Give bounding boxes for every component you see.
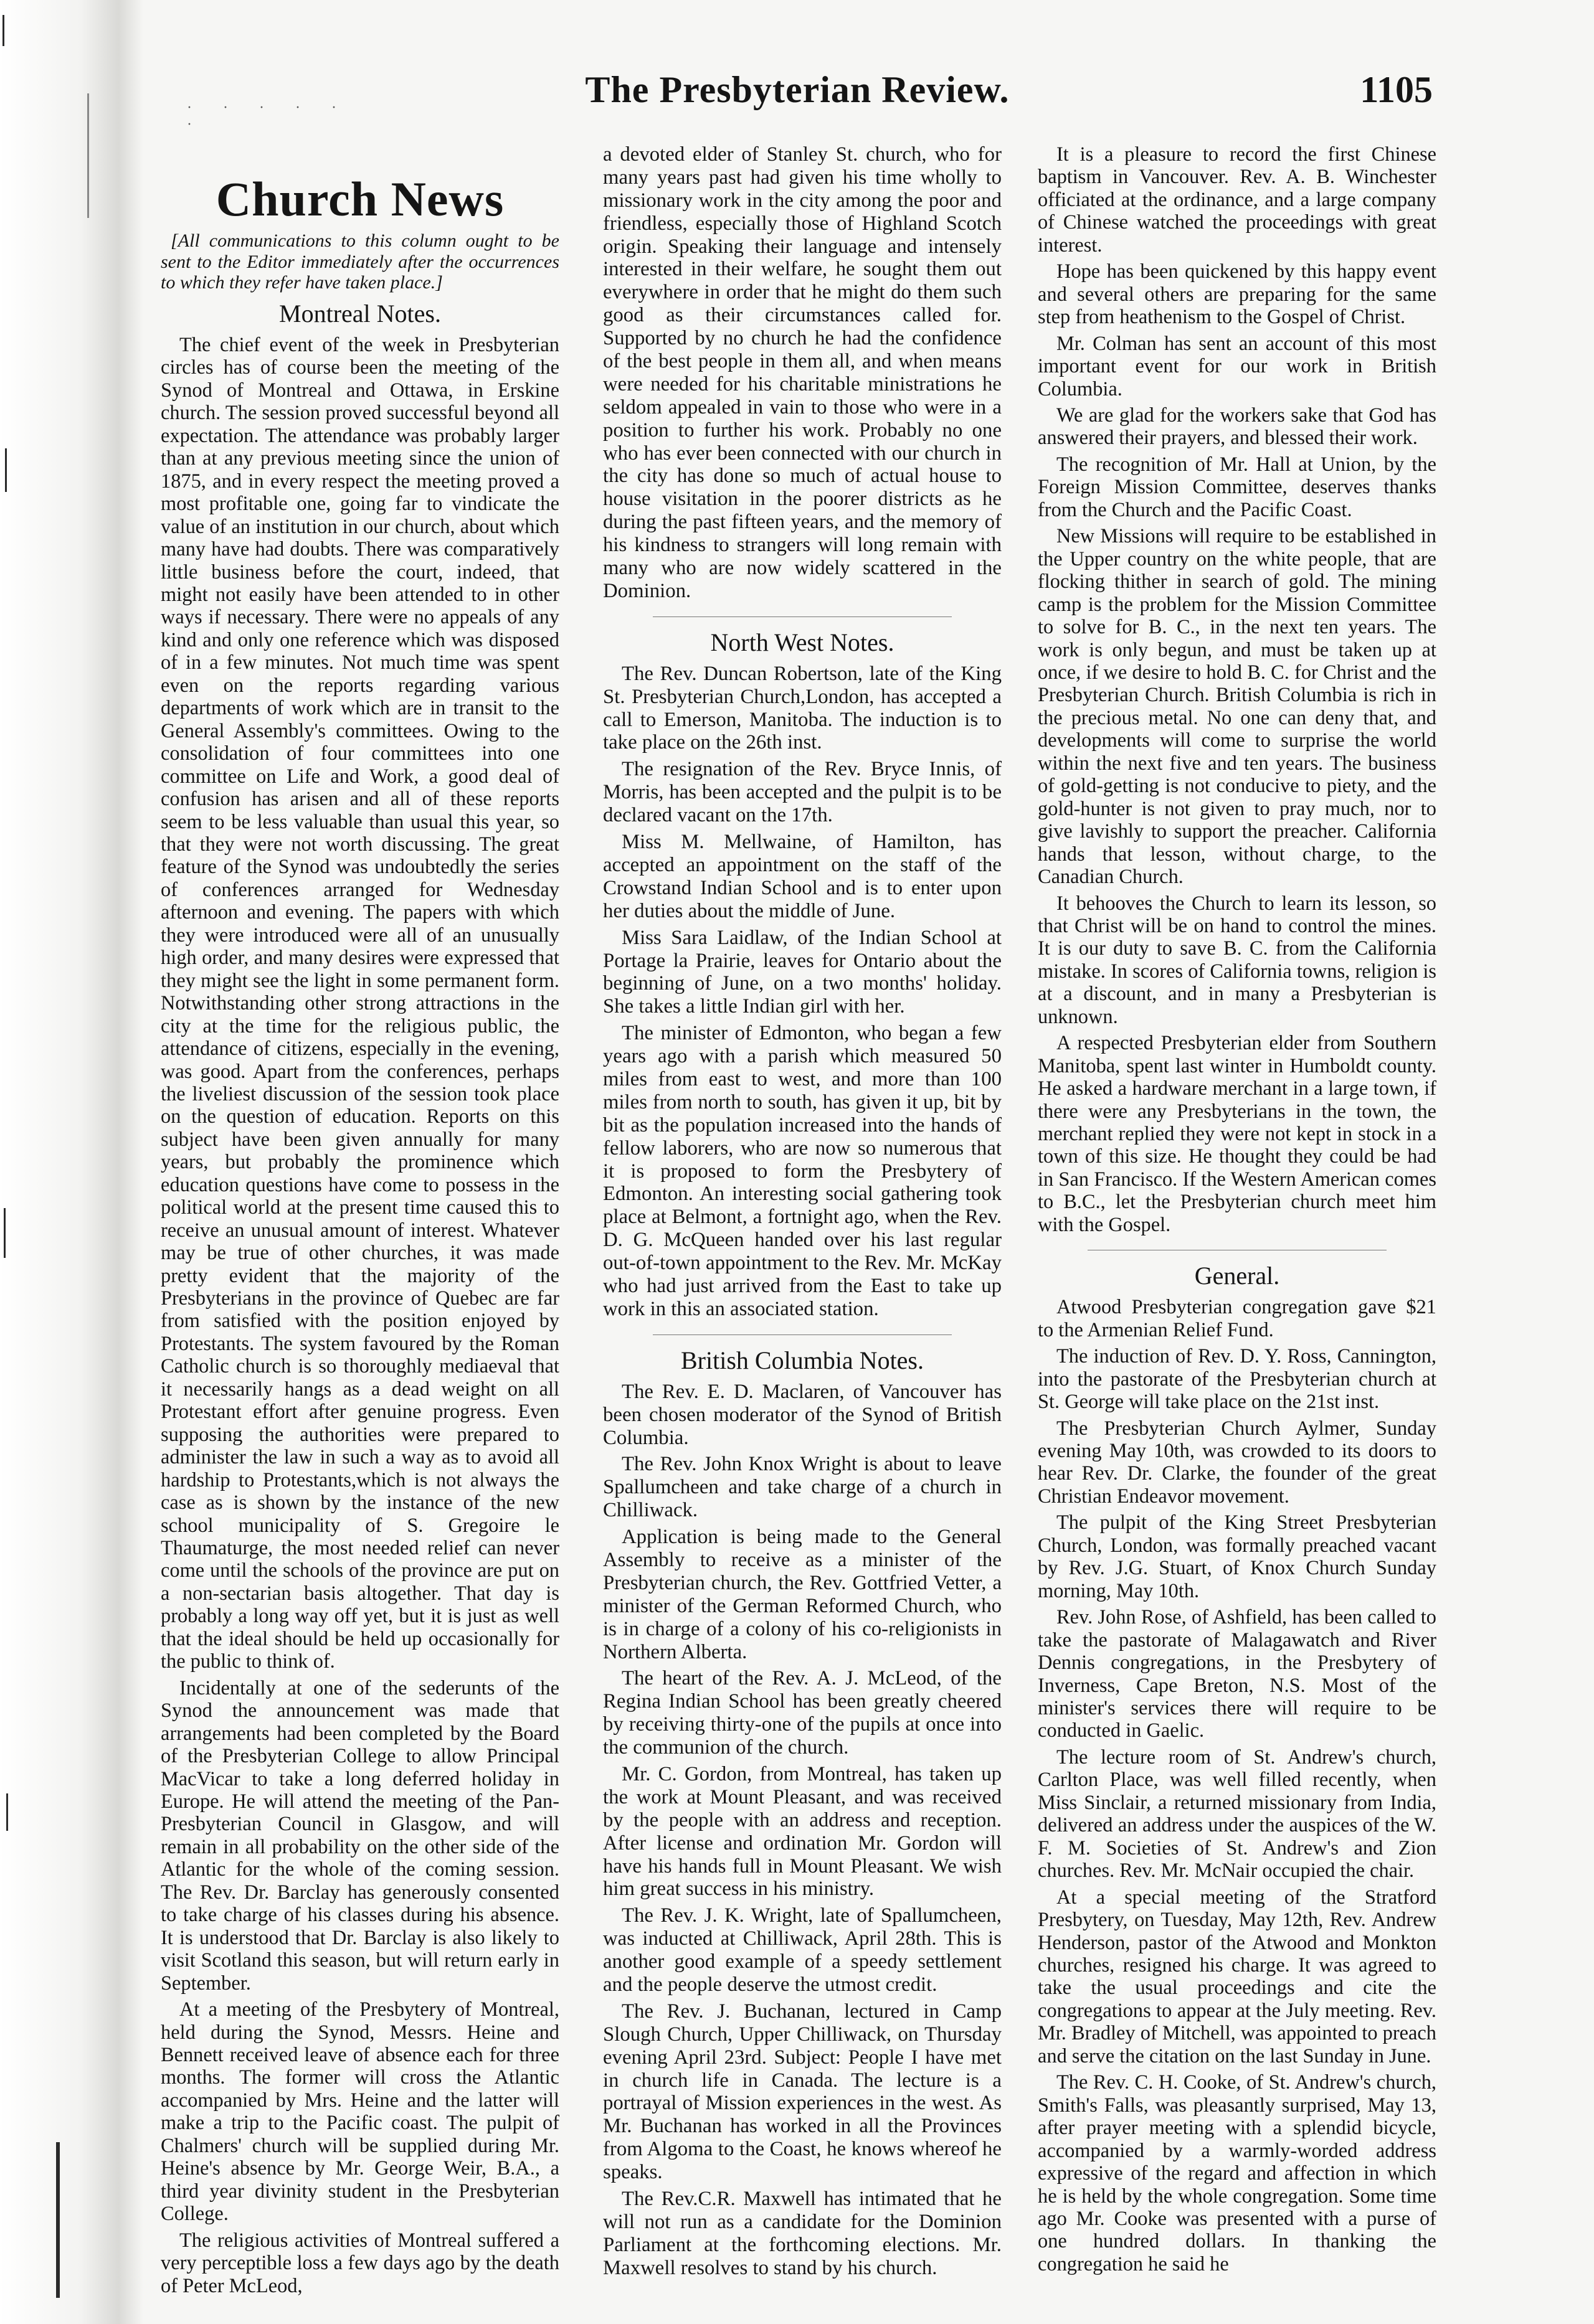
section-heading-british-columbia: British Columbia Notes. (681, 1346, 924, 1374)
paragraph: The induction of Rev. D. Y. Ross, Cannington, into the pastorate of the Presbyterian church at St. George will take place on the 21st inst. (1038, 1345, 1436, 1414)
paragraph: The Rev. Duncan Robertson, late of the King St. Presbyterian Church,London, has accepted a call to Emerson, Manitoba. The induction is to take place on the 26th inst. (603, 662, 1002, 754)
paragraph: Atwood Presbyterian congregation gave $21 to the Armenian Relief Fund. (1038, 1296, 1436, 1341)
column-1 (161, 143, 559, 2301)
paragraph: Miss Sara Laidlaw, of the Indian School at Portage la Prairie, leaves for Ontario about the beginning of June, on a two months' holiday. She takes a little Indian girl with her. (603, 926, 1002, 1018)
paragraph: The heart of the Rev. A. J. McLeod, of the Regina Indian School has been greatly cheered by receiving thirty-one of the pupils at once into the communion of the church. (603, 1667, 1002, 1759)
paragraph: It is a pleasure to record the first Chinese baptism in Vancouver. Rev. A. B. Winchester officiated at the ordinance, and a large company of Chinese watched the proceedings with great interest. (1038, 143, 1436, 257)
paragraph: Hope has been quickened by this happy event and several others are preparing for the same step from heathenism to the Gospel of Christ. (1038, 260, 1436, 329)
paragraph: The minister of Edmonton, who began a few years ago with a parish which measured 50 miles from east to west, and more than 100 miles from north to south, has given it up, bit by bit as the population increased into the hands of fellow laborers, who are now so numerous that it is proposed to form the Presbytery of Edmonton. An interesting social gathering took place at Belmont, a fortnight ago, when the Rev. D. G. McQueen handed over his last regular out-of-town appointment to the Rev. Mr. McKay who had just arrived from the East to take up work in this an associated station. (603, 1022, 1002, 1320)
binding-shadow (0, 0, 143, 2324)
paragraph: Mr. C. Gordon, from Montreal, has taken up the work at Mount Pleasant, and was received by the people with an address and reception. After license and ordination Mr. Gordon will have his hands full in Mount Pleasant. We wish him great success in his ministry. (603, 1763, 1002, 1901)
paragraph: We are glad for the workers sake that God has answered their prayers, and blessed their work. (1038, 404, 1436, 450)
paragraph: At a meeting of the Presbytery of Montreal, held during the Synod, Messrs. Heine and Bennett received leave of absence each for three months. The former will cross the Atlantic accompanied by Mrs. Heine and the latter will make a trip to the Pacific coast. The pulpit of Chalmers' church will be supplied during Mr. Heine's absence by Mr. George Weir, B.A., a third year divinity student in the Presbyterian College. (161, 1998, 559, 2226)
paragraph: The Rev. J. Buchanan, lectured in Camp Slough Church, Upper Chilliwack, on Thursday evening April 23rd. Subject: People I have met in church life in Canada. The lecture is a portrayal of Mission experiences in the west. As Mr. Buchanan has worked in all the Provinces from Algoma to the Coast, he knows whereof he speaks. (603, 2000, 1002, 2184)
paragraph: The religious activities of Montreal suffered a very perceptible loss a few days ago by the death of Peter McLeod, (161, 2229, 559, 2297)
paragraph: Application is being made to the General Assembly to receive as a minister of the Presbyterian church, the Rev. Gottfried Vetter, a minister of the German Reformed Church, who is in charge of a colony of his co-religionists in Northern Alberta. (603, 1526, 1002, 1663)
paragraph: The recognition of Mr. Hall at Union, by the Foreign Mission Committee, deserves thanks from the Church and the Pacific Coast. (1038, 453, 1436, 521)
editor-note: [All communications to this column ought to be sent to the Editor immediately after the occurrences to which they refer have taken place.] (161, 230, 559, 293)
paragraph: A respected Presbyterian elder from Southern Manitoba, spent last winter in Humboldt county. He asked a hardware merchant in a large town, if there were any Presbyterians in the town, the merchant replied they were not kept in stock in a town of this size. He thought they could be had in San Francisco. If the Western American comes to B.C., let the Presbyterian church meet him with the Gospel. (1038, 1032, 1436, 1236)
paragraph: The lecture room of St. Andrew's church, Carlton Place, was well filled recently, when Miss Sinclair, a returned missionary from India, delivered an address under the auspices of the W. F. M. Societies of St. Andrew's and Zion churches. Rev. Mr. McNair occupied the chair. (1038, 1745, 1436, 1882)
paragraph: The chief event of the week in Presbyterian circles has of course been the meeting of the Synod of Montreal and Ottawa, in Erskine church. The session proved successful beyond all expectation. The attendance was probably larger than at any previous meeting since the union of 1875, and in every respect the meeting proved a most profitable one, going far to vindicate the value of an institution in our church, about which many have had doubts. There was comparatively little business before the court, indeed, that might not easily have been attended to in other ways if necessary. There were no appeals of any kind and only one reference which was disposed of in a few minutes. Not much time was spent even on the reports regarding various departments of work which are in transit to the General Assembly's committees. Owing to the consolidation of four committees into one committee on Life and Work, a good deal of confusion has arisen and all of these reports seem to be less valuable than usual this year, so that they were not worth discussing. The great feature of the Synod was undoubtedly the series of conferences arranged for Wednesday afternoon and evening. The papers with which they were introduced were all of an unusually high order, and many desires were expressed that they might see the light in some permanent form. Notwithstanding other strong attractions in the city at the time for the religious public, the attendance of citizens, especially in the evening, was good. Apart from the conferences, perhaps the liveliest discussion of the session took place on the question of education. Reports on this subject have been given annually for many years, but probably the prominence which education questions have come to possess in the political world at the present time caused this to receive an unusual amount of interest. Whatever may be true of other churches, it was made pretty evident that the majority of the Presbyterians in the province of Quebec are far from satisfied with the position enjoyed by Protestants. The system favoured by the Roman Catholic church is so thoroughly mediaeval that it necessarily hangs as a dead weight on all Protestant effort after genuine progress. Even supposing the authorities were prepared to administer the law in such a way as to avoid all hardship to Protestants,which is not always the case as is shown by the instance of the new school municipality of S. Gregoire le Thaumaturge, the most needed relief can never come until the schools of the province are put on a non-sectarian basis altogether. That day is probably a long way off yet, but it is just as well that the ideal should be held up occasionally for the public to think of. (161, 334, 559, 1673)
paragraph: At a special meeting of the Stratford Presbytery, on Tuesday, May 12th, Rev. Andrew Henderson, pastor of the Atwood and Monkton churches, resigned his charge. It was agreed to take the usual proceedings and cite the congregations to appear at the July meeting. Rev. Mr. Bradley of Mitchell, was appointed to preach and serve the citation on the last Sunday in June. (1038, 1886, 1436, 2067)
page-header (156, 68, 1433, 125)
paragraph: The resignation of the Rev. Bryce Innis, of Morris, has been accepted and the pulpit is to be declared vacant on the 17th. (603, 758, 1002, 827)
paragraph: Mr. Colman has sent an account of this most important event for our work in British Columbia. (1038, 332, 1436, 400)
paragraph-continued: a devoted elder of Stanley St. church, who for many years past had given his time wholly to missionary work in the city among the poor and friendless, especially those of Highland Scotch origin. Speaking their language and intensely interested in their welfare, he sought them out everywhere in order that he might do them such good as their circumstances called for. Supported by no church he had the confidence of the best people in them all, and when means were needed for his charitable ministrations he seldom appealed in vain to those who were in a position to further his work. Probably no one who has ever been connected with our church in the city has done so much of actual house to house visitation in the poorer districts as he during the past fifteen years, and the memory of his kindness to strangers will long remain with many who are now widely scattered in the Dominion. (603, 143, 1002, 602)
paragraph: New Missions will require to be established in the Upper country on the white people, that are flocking thither in search of gold. The mining camp is the problem for the Mission Committee to solve for B. C., in the next ten years. The work is only begun, and must be taken up at once, if we desire to hold B. C. for Christ and the Presbyterian Church. British Columbia is rich in the precious metal. No one can deny that, and developments will come to surprise the world within the next five and ten years. The business of gold-getting is not conducive to piety, and the gold-hunter is not given to pray much, nor to give lavishly to support the preacher. California hands that lesson, without charge, to the Canadian Church. (1038, 525, 1436, 889)
paragraph: It behooves the Church to learn its lesson, so that Christ will be on hand to control the mines. It is our duty to save B. C. from the California mistake. In scores of California towns, religion is at a discount, and in many a Presbyterian is unknown. (1038, 892, 1436, 1028)
column-3 (1038, 143, 1436, 2279)
department-title: Church News (216, 172, 505, 226)
paragraph: The Rev. C. H. Cooke, of St. Andrew's church, Smith's Falls, was pleasantly surprised, May 13, after prayer meeting with a splendid bicycle, accompanied by a warmly-worded address expressive of the regard and affection in which he is held by the whole congregation. Some time ago Mr. Cooke was presented with a purse of one hundred dollars. In thanking the congregation he said he (1038, 2071, 1436, 2275)
paragraph: The Rev. E. D. Maclaren, of Vancouver has been chosen moderator of the Synod of British Columbia. (603, 1380, 1002, 1449)
paragraph: Rev. John Rose, of Ashfield, has been called to take the pastorate of Malagawatch and River Dennis congregations, in the Presbytery of Inverness, Cape Breton, N.S. Most of the minister's services there will require to be conducted in Gaelic. (1038, 1606, 1436, 1742)
paragraph: The Rev. John Knox Wright is about to leave Spallumcheen and take charge of a church in Chilliwack. (603, 1453, 1002, 1522)
paragraph: Incidentally at one of the sederunts of the Synod the announcement was made that arrangements had been completed by the Board of the Presbyterian College to allow Principal MacVicar to take a long deferred holiday in Europe. He will attend the meeting of the Pan-Presbyterian Council in Glasgow, and will remain in all probability on the other side of the Atlantic for the whole of the coming session. The Rev. Dr. Barclay has generously consented to take charge of his classes during his absence. It is understood that Dr. Barclay is also likely to visit Scotland this season, but will return early in September. (161, 1676, 559, 1995)
journal-title: The Presbyterian Review. (585, 69, 1010, 110)
section-divider (653, 1334, 952, 1335)
paragraph: The Rev. J. K. Wright, late of Spallumcheen, was inducted at Chilliwack, April 28th. This is another good example of a speedy settlement and the people deserve the utmost credit. (603, 1904, 1002, 1996)
section-heading-montreal: Montreal Notes. (279, 300, 441, 328)
section-heading-general: General. (1194, 1262, 1280, 1290)
paragraph: The pulpit of the King Street Presbyterian Church, London, was formally preached vacant by Rev. J.G. Stuart, of Knox Church Sunday morning, May 10th. (1038, 1511, 1436, 1602)
column-2 (603, 143, 1002, 2284)
page-number: 1105 (1360, 69, 1433, 110)
paragraph: The Rev.C.R. Maxwell has intimated that he will not run as a candidate for the Dominion Parliament at the forthcoming elections. Mr. Maxwell resolves to stand by his church. (603, 2188, 1002, 2279)
section-heading-north-west: North West Notes. (710, 628, 894, 656)
section-divider (653, 616, 952, 617)
paragraph: Miss M. Mellwaine, of Hamilton, has accepted an appointment on the staff of the Crowstand Indian School and is to enter upon her duties about the middle of June. (603, 831, 1002, 922)
page-fragment-marks: · · · · · · (187, 100, 350, 133)
paragraph: The Presbyterian Church Aylmer, Sunday evening May 10th, was crowded to its doors to hear Rev. Dr. Clarke, the founder of the great Christian Endeavor movement. (1038, 1417, 1436, 1508)
